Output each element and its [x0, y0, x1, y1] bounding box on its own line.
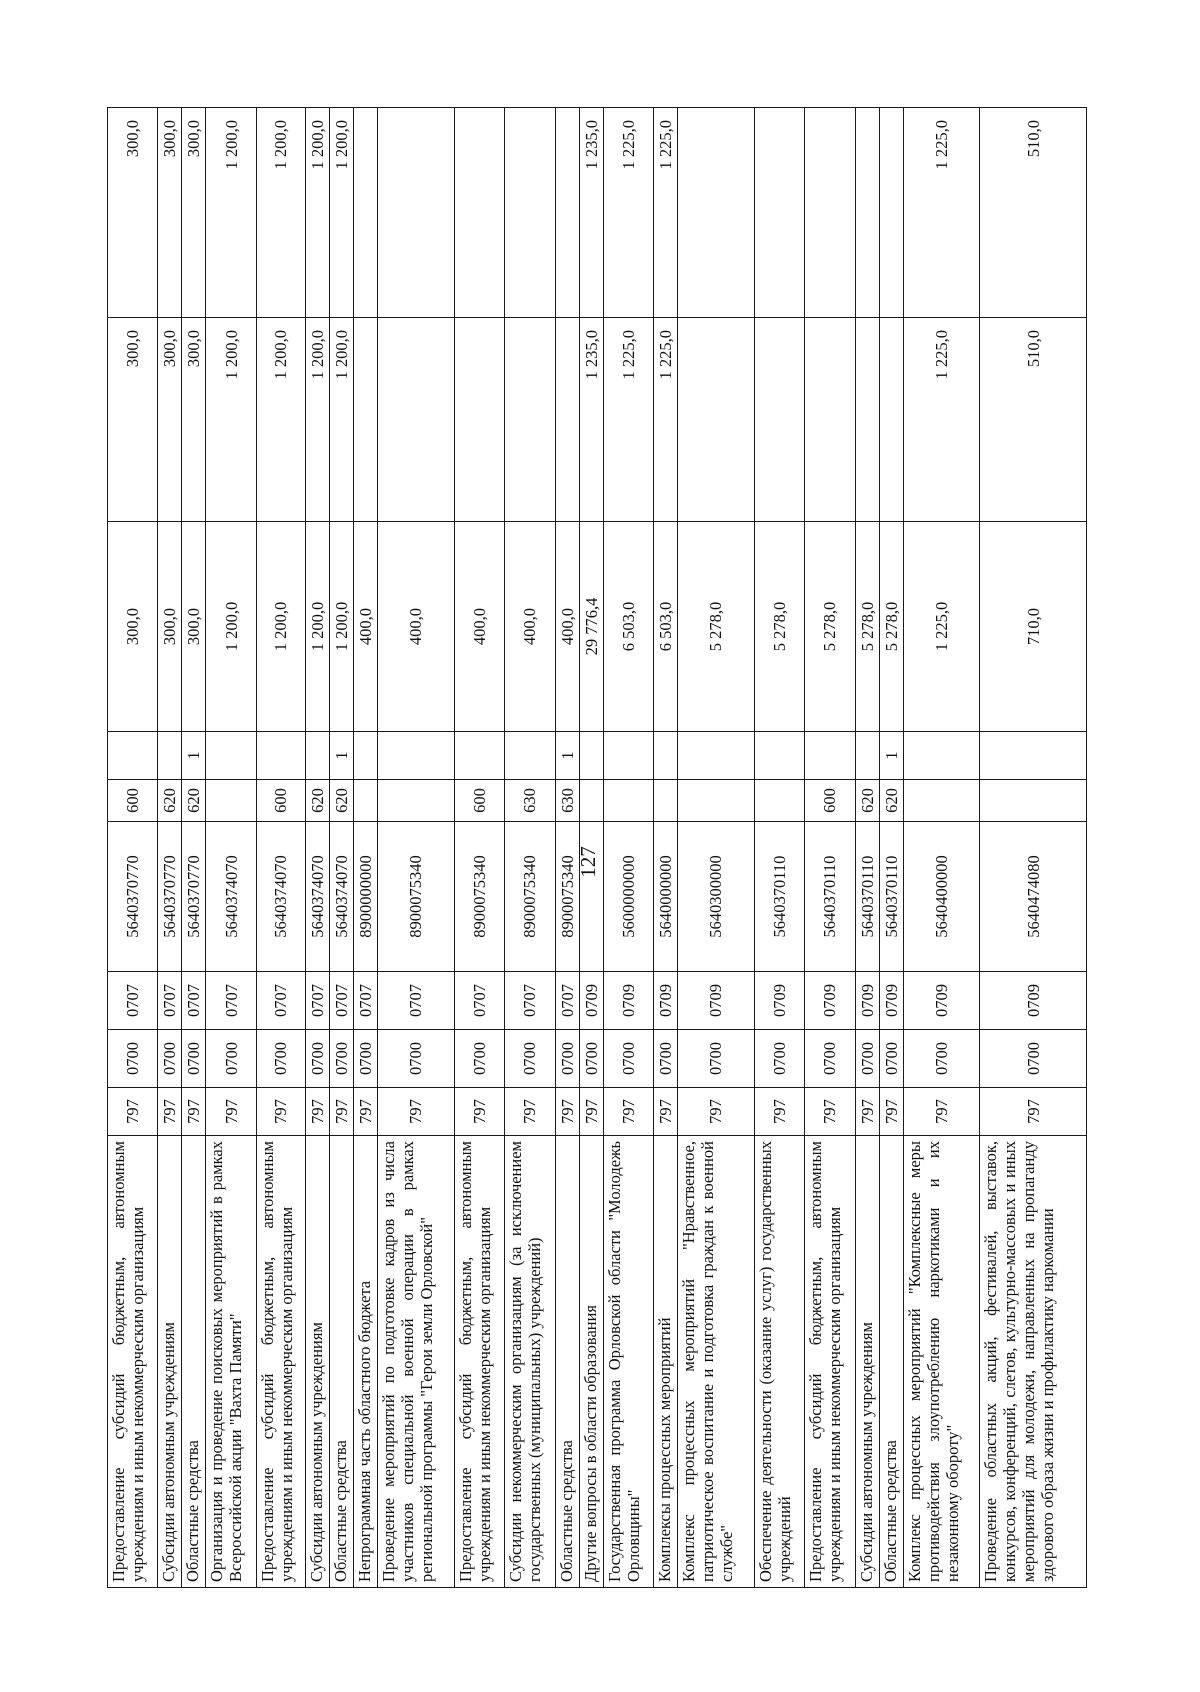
cell-sum-1: 5 278,0	[754, 522, 804, 732]
cell-sum-1: 1 200,0	[256, 522, 305, 732]
table-row	[454, 108, 504, 1588]
cell-grbs: 797	[754, 1088, 804, 1136]
cell-sum-1: 300,0	[182, 522, 206, 732]
cell-expense-type: 600	[454, 780, 504, 822]
cell-target-article: 5640370770	[108, 822, 158, 972]
cell-sum-2: 300,0	[108, 318, 158, 522]
cell-section: 0700	[454, 1030, 504, 1088]
cell-subsection: 0709	[678, 972, 755, 1030]
cell-section: 0700	[903, 1030, 980, 1088]
cell-sum-2	[454, 318, 504, 522]
cell-grbs: 797	[108, 1088, 158, 1136]
cell-expense-type	[579, 780, 603, 822]
cell-section: 0700	[182, 1030, 206, 1088]
cell-subsection: 0707	[330, 972, 354, 1030]
cell-target-article: 5640370770	[182, 822, 206, 972]
cell-grbs: 797	[330, 1088, 354, 1136]
cell-name: Предоставление субсидий бюджетным, автономным учреждениям и иным некоммерческим организациям	[805, 1136, 855, 1588]
cell-sum-3	[805, 108, 855, 318]
cell-expense-type: 600	[256, 780, 305, 822]
cell-grbs: 797	[579, 1088, 603, 1136]
cell-sum-3: 1 225,0	[903, 108, 980, 318]
cell-source	[378, 732, 455, 780]
cell-sum-3	[378, 108, 455, 318]
cell-section: 0700	[378, 1030, 455, 1088]
cell-subsection: 0707	[306, 972, 330, 1030]
cell-subsection: 0707	[354, 972, 378, 1030]
cell-source: 1	[182, 732, 206, 780]
cell-name: Предоставление субсидий бюджетным, автономным учреждениям и иным некоммерческим организациям	[108, 1136, 158, 1588]
cell-subsection: 0709	[754, 972, 804, 1030]
cell-sum-1: 6 503,0	[654, 522, 678, 732]
cell-section: 0700	[256, 1030, 305, 1088]
cell-name: Областные средства	[182, 1136, 206, 1588]
cell-sum-2: 1 200,0	[306, 318, 330, 522]
cell-sum-1: 1 200,0	[330, 522, 354, 732]
cell-expense-type: 620	[855, 780, 879, 822]
cell-target-article: 5640370110	[879, 822, 903, 972]
cell-name: Обеспечение деятельности (оказание услуг) государственных учреждений	[754, 1136, 804, 1588]
cell-name: Комплексы процессных мероприятий	[654, 1136, 678, 1588]
cell-section: 0700	[330, 1030, 354, 1088]
cell-source	[678, 732, 755, 780]
cell-section: 0700	[505, 1030, 555, 1088]
cell-expense-type	[378, 780, 455, 822]
cell-target-article: 5640370770	[158, 822, 182, 972]
cell-sum-1: 400,0	[354, 522, 378, 732]
cell-subsection: 0707	[206, 972, 256, 1030]
cell-subsection: 0709	[579, 972, 603, 1030]
table-row	[206, 108, 256, 1588]
cell-grbs: 797	[182, 1088, 206, 1136]
cell-grbs: 797	[980, 1088, 1087, 1136]
cell-sum-1: 300,0	[108, 522, 158, 732]
cell-target-article: 5640374070	[256, 822, 305, 972]
cell-sum-2	[678, 318, 755, 522]
cell-sum-3: 1 200,0	[256, 108, 305, 318]
cell-expense-type	[354, 780, 378, 822]
cell-sum-3: 1 200,0	[330, 108, 354, 318]
cell-sum-2: 300,0	[158, 318, 182, 522]
table-row	[182, 108, 206, 1588]
table-row	[903, 108, 980, 1588]
cell-subsection: 0709	[879, 972, 903, 1030]
cell-subsection: 0707	[108, 972, 158, 1030]
cell-grbs: 797	[354, 1088, 378, 1136]
cell-source	[754, 732, 804, 780]
cell-sum-3: 300,0	[158, 108, 182, 318]
cell-sum-3	[354, 108, 378, 318]
cell-section: 0700	[980, 1030, 1087, 1088]
cell-expense-type: 620	[879, 780, 903, 822]
cell-sum-3	[454, 108, 504, 318]
cell-target-article: 5640400000	[903, 822, 980, 972]
cell-expense-type	[903, 780, 980, 822]
cell-section: 0700	[603, 1030, 653, 1088]
cell-name: Другие вопросы в области образования	[579, 1136, 603, 1588]
cell-subsection: 0707	[182, 972, 206, 1030]
cell-grbs: 797	[206, 1088, 256, 1136]
cell-sum-1: 5 278,0	[855, 522, 879, 732]
cell-sum-1: 1 200,0	[206, 522, 256, 732]
cell-sum-2: 1 200,0	[206, 318, 256, 522]
cell-expense-type: 620	[182, 780, 206, 822]
cell-source	[654, 732, 678, 780]
cell-expense-type: 630	[505, 780, 555, 822]
cell-sum-1: 5 278,0	[879, 522, 903, 732]
cell-name: Областные средства	[555, 1136, 579, 1588]
cell-source	[108, 732, 158, 780]
cell-grbs: 797	[654, 1088, 678, 1136]
cell-sum-1: 710,0	[980, 522, 1087, 732]
table-row	[158, 108, 182, 1588]
cell-sum-3: 1 225,0	[603, 108, 653, 318]
cell-target-article: 8900075340	[505, 822, 555, 972]
cell-sum-2	[754, 318, 804, 522]
cell-source	[454, 732, 504, 780]
cell-target-article	[579, 822, 603, 972]
cell-sum-1: 300,0	[158, 522, 182, 732]
cell-sum-1: 5 278,0	[678, 522, 755, 732]
cell-sum-3: 300,0	[182, 108, 206, 318]
table-row	[855, 108, 879, 1588]
cell-section: 0700	[654, 1030, 678, 1088]
cell-subsection: 0709	[654, 972, 678, 1030]
cell-grbs: 797	[678, 1088, 755, 1136]
cell-name: Проведение областных акций, фестивалей, выставок, конкурсов, конференций, слетов, культурно-массовых и иных мероприятий для молодежи, направленных на пропаганду здорового образа жизни и профилактику наркомании	[980, 1136, 1087, 1588]
cell-section: 0700	[206, 1030, 256, 1088]
cell-expense-type	[603, 780, 653, 822]
cell-section: 0700	[354, 1030, 378, 1088]
cell-section: 0700	[678, 1030, 755, 1088]
cell-section: 0700	[555, 1030, 579, 1088]
cell-name: Субсидии некоммерческим организациям (за исключением государственных (муниципальных) учреждений)	[505, 1136, 555, 1588]
cell-name: Организация и проведение поисковых мероприятий в рамках Всероссийской акции "Вахта Памяти"	[206, 1136, 256, 1588]
cell-source	[505, 732, 555, 780]
cell-source	[354, 732, 378, 780]
cell-sum-3: 1 225,0	[654, 108, 678, 318]
cell-subsection: 0707	[555, 972, 579, 1030]
cell-sum-3	[678, 108, 755, 318]
cell-expense-type	[980, 780, 1087, 822]
cell-name: Непрограммная часть областного бюджета	[354, 1136, 378, 1588]
cell-subsection: 0707	[454, 972, 504, 1030]
cell-section: 0700	[158, 1030, 182, 1088]
cell-section: 0700	[108, 1030, 158, 1088]
cell-sum-3	[555, 108, 579, 318]
cell-target-article: 8900075340	[555, 822, 579, 972]
cell-grbs: 797	[879, 1088, 903, 1136]
cell-sum-3: 1 200,0	[206, 108, 256, 318]
cell-sum-2: 1 225,0	[654, 318, 678, 522]
cell-expense-type: 630	[555, 780, 579, 822]
cell-sum-2	[879, 318, 903, 522]
table-row	[306, 108, 330, 1588]
cell-source	[206, 732, 256, 780]
cell-sum-3: 300,0	[108, 108, 158, 318]
cell-sum-2	[505, 318, 555, 522]
table-row	[654, 108, 678, 1588]
table-row	[579, 108, 603, 1588]
cell-source	[256, 732, 305, 780]
cell-name: Областные средства	[879, 1136, 903, 1588]
cell-section: 0700	[306, 1030, 330, 1088]
table-row	[108, 108, 158, 1588]
cell-source	[603, 732, 653, 780]
table-row	[678, 108, 755, 1588]
cell-sum-1: 400,0	[505, 522, 555, 732]
cell-expense-type: 620	[306, 780, 330, 822]
table-body	[108, 108, 1087, 1588]
cell-grbs: 797	[805, 1088, 855, 1136]
cell-grbs: 797	[454, 1088, 504, 1136]
cell-sum-3: 1 235,0	[579, 108, 603, 318]
cell-sum-1: 6 503,0	[603, 522, 653, 732]
cell-expense-type: 600	[805, 780, 855, 822]
cell-sum-3	[505, 108, 555, 318]
cell-subsection: 0709	[903, 972, 980, 1030]
cell-target-article: 5640000000	[654, 822, 678, 972]
table-row	[330, 108, 354, 1588]
cell-target-article: 5640370110	[805, 822, 855, 972]
cell-grbs: 797	[378, 1088, 455, 1136]
cell-sum-2: 1 200,0	[330, 318, 354, 522]
cell-grbs: 797	[306, 1088, 330, 1136]
cell-sum-2: 1 225,0	[603, 318, 653, 522]
cell-grbs: 797	[903, 1088, 980, 1136]
cell-sum-2	[555, 318, 579, 522]
cell-sum-1: 400,0	[454, 522, 504, 732]
cell-sum-1: 400,0	[555, 522, 579, 732]
cell-grbs: 797	[855, 1088, 879, 1136]
cell-sum-3	[855, 108, 879, 318]
cell-target-article: 5640370110	[855, 822, 879, 972]
cell-sum-2: 300,0	[182, 318, 206, 522]
cell-expense-type: 620	[158, 780, 182, 822]
cell-sum-1: 29 776,4	[579, 522, 603, 732]
budget-table	[107, 107, 1087, 1588]
cell-name: Предоставление субсидий бюджетным, автономным учреждениям и иным некоммерческим организациям	[454, 1136, 504, 1588]
cell-target-article: 5640370110	[754, 822, 804, 972]
cell-subsection: 0709	[855, 972, 879, 1030]
cell-grbs: 797	[505, 1088, 555, 1136]
cell-sum-1: 400,0	[378, 522, 455, 732]
table-row	[354, 108, 378, 1588]
table-row	[603, 108, 653, 1588]
cell-target-article: 5600000000	[603, 822, 653, 972]
cell-grbs: 797	[158, 1088, 182, 1136]
cell-source	[980, 732, 1087, 780]
cell-target-article: 5640300000	[678, 822, 755, 972]
cell-sum-2	[855, 318, 879, 522]
cell-expense-type	[206, 780, 256, 822]
cell-target-article: 8900075340	[454, 822, 504, 972]
table-row	[805, 108, 855, 1588]
budget-table-rotated	[107, 108, 1087, 1588]
cell-sum-1: 5 278,0	[805, 522, 855, 732]
cell-sum-3	[754, 108, 804, 318]
cell-name: Государственная программа Орловской области "Молодежь Орловщины"	[603, 1136, 653, 1588]
cell-sum-1: 1 200,0	[306, 522, 330, 732]
cell-expense-type: 620	[330, 780, 354, 822]
cell-expense-type	[754, 780, 804, 822]
cell-sum-2	[354, 318, 378, 522]
cell-sum-1: 1 225,0	[903, 522, 980, 732]
cell-subsection: 0707	[505, 972, 555, 1030]
cell-expense-type	[654, 780, 678, 822]
cell-name: Комплекс процессных мероприятий "Нравственное, патриотическое воспитание и подготовка граждан к военной службе"	[678, 1136, 755, 1588]
cell-source	[903, 732, 980, 780]
cell-source: 1	[879, 732, 903, 780]
cell-sum-2: 510,0	[980, 318, 1087, 522]
cell-source	[579, 732, 603, 780]
table-row	[505, 108, 555, 1588]
cell-name: Комплекс процессных мероприятий "Комплексные меры противодействия злоупотреблению наркотиками и их незаконному обороту"	[903, 1136, 980, 1588]
cell-sum-3: 510,0	[980, 108, 1087, 318]
cell-subsection: 0709	[980, 972, 1087, 1030]
page-number: 127	[576, 846, 600, 878]
cell-expense-type: 600	[108, 780, 158, 822]
cell-name: Субсидии автономным учреждениям	[306, 1136, 330, 1588]
cell-section: 0700	[579, 1030, 603, 1088]
cell-sum-2: 1 200,0	[256, 318, 305, 522]
cell-target-article: 5640474080	[980, 822, 1087, 972]
cell-sum-2	[805, 318, 855, 522]
cell-source: 1	[330, 732, 354, 780]
table-row	[879, 108, 903, 1588]
cell-source	[306, 732, 330, 780]
cell-target-article: 5640374070	[330, 822, 354, 972]
cell-source	[855, 732, 879, 780]
cell-subsection: 0707	[378, 972, 455, 1030]
cell-subsection: 0709	[603, 972, 653, 1030]
cell-source	[158, 732, 182, 780]
cell-grbs: 797	[603, 1088, 653, 1136]
cell-grbs: 797	[555, 1088, 579, 1136]
table-row	[378, 108, 455, 1588]
cell-source	[805, 732, 855, 780]
cell-section: 0700	[754, 1030, 804, 1088]
table-row	[256, 108, 305, 1588]
table-row	[555, 108, 579, 1588]
cell-name: Субсидии автономным учреждениям	[855, 1136, 879, 1588]
cell-sum-2: 1 235,0	[579, 318, 603, 522]
cell-subsection: 0709	[805, 972, 855, 1030]
cell-section: 0700	[879, 1030, 903, 1088]
cell-target-article: 5640374070	[306, 822, 330, 972]
cell-expense-type	[678, 780, 755, 822]
cell-section: 0700	[805, 1030, 855, 1088]
cell-grbs: 797	[256, 1088, 305, 1136]
cell-sum-2	[378, 318, 455, 522]
cell-section: 0700	[855, 1030, 879, 1088]
cell-target-article: 8900000000	[354, 822, 378, 972]
cell-source: 1	[555, 732, 579, 780]
cell-target-article: 8900075340	[378, 822, 455, 972]
table-row	[980, 108, 1087, 1588]
cell-subsection: 0707	[158, 972, 182, 1030]
cell-sum-3	[879, 108, 903, 318]
cell-name: Проведение мероприятий по подготовке кадров из числа участников специальной военной операции в рамках региональной программы "Герои земли Орловской"	[378, 1136, 455, 1588]
cell-name: Предоставление субсидий бюджетным, автономным учреждениям и иным некоммерческим организациям	[256, 1136, 305, 1588]
cell-target-article: 5640374070	[206, 822, 256, 972]
cell-sum-2: 1 225,0	[903, 318, 980, 522]
cell-sum-3: 1 200,0	[306, 108, 330, 318]
cell-name: Областные средства	[330, 1136, 354, 1588]
cell-name: Субсидии автономным учреждениям	[158, 1136, 182, 1588]
table-row	[754, 108, 804, 1588]
cell-subsection: 0707	[256, 972, 305, 1030]
